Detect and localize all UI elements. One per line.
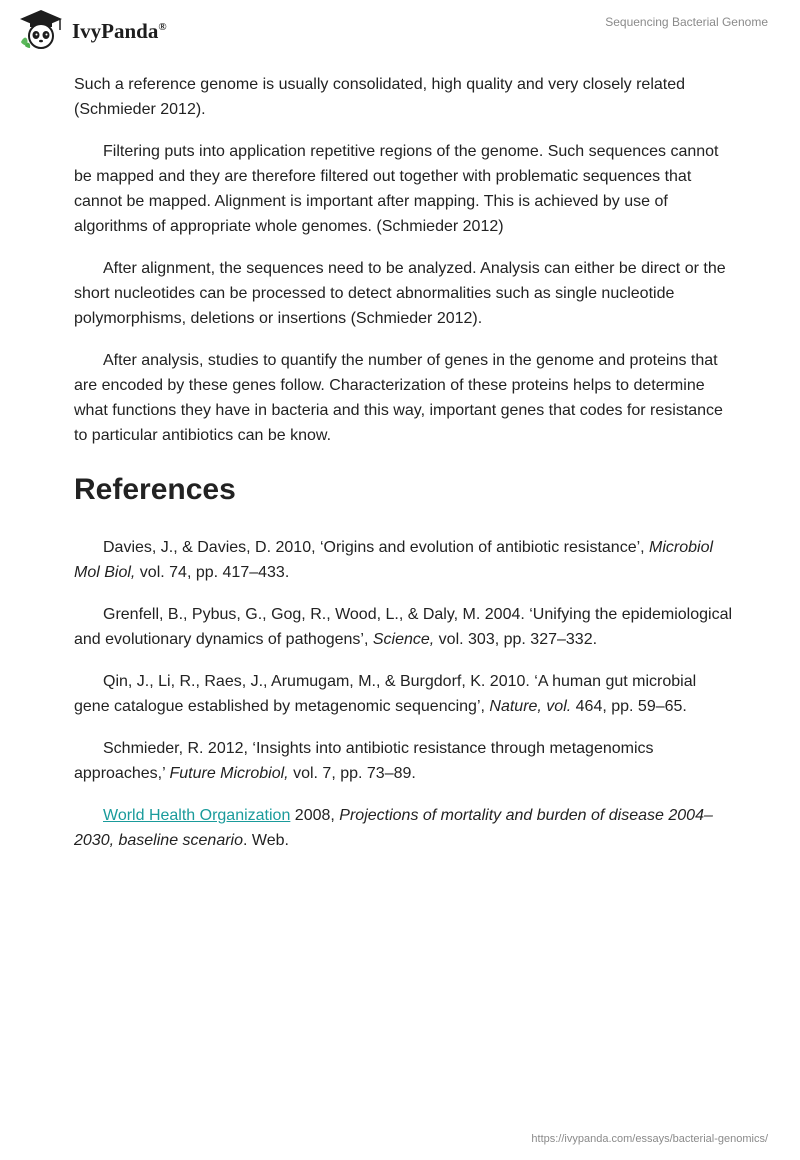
page-header xyxy=(0,0,800,62)
who-link[interactable]: World Health Organization xyxy=(103,807,291,824)
reference-item: Schmieder, R. 2012, ‘Insights into antibiotic resistance through metagenomics approaches,’ Future Microbiol, vol. 7, pp. 73–89. xyxy=(74,740,654,782)
reference-item: World Health Organization 2008, Projections of mortality and burden of disease 2004–2030, baseline scenario. Web. xyxy=(74,807,713,849)
reference-list xyxy=(74,535,734,853)
document-title: Sequencing Bacterial Genome xyxy=(605,15,768,29)
reference-item: Davies, J., & Davies, D. 2010, ‘Origins and evolution of antibiotic resistance’, Microbiol Mol Biol, vol. 74, pp. 417–433. xyxy=(74,539,714,581)
paragraph: After alignment, the sequences need to be analyzed. Analysis can either be direct or the short nucleotides can be processed to detect abnormalities such as single nucleotide polymorphisms, deletions or insertions (Schmieder 2012). xyxy=(74,260,726,327)
panda-graduate-icon xyxy=(16,8,66,50)
paragraph: Such a reference genome is usually consolidated, high quality and very closely related (Schmieder 2012). xyxy=(74,76,686,118)
paragraph: After analysis, studies to quantify the number of genes in the genome and proteins that are encoded by these genes follow. Characterization of these proteins helps to determine what functions they have in bacteria and this way, important genes that codes for resistance to particular antibiotics can be know. xyxy=(74,352,723,444)
ivypanda-logo[interactable] xyxy=(16,8,167,50)
brand-name: IvyPanda® xyxy=(72,18,167,43)
source-url[interactable]: https://ivypanda.com/essays/bacterial-genomics/ xyxy=(531,1133,768,1145)
reference-item: Grenfell, B., Pybus, G., Gog, R., Wood, L., & Daly, M. 2004. ‘Unifying the epidemiological and evolutionary dynamics of pathogens’, Science, vol. 303, pp. 327–332. xyxy=(74,606,733,648)
paragraph: Filtering puts into application repetitive regions of the genome. Such sequences cannot be mapped and they are therefore filtered out together with problematic sequences that cannot be mapped. Alignment is important after mapping. This is achieved by use of algorithms of appropriate whole genomes. (Schmieder 2012) xyxy=(74,143,719,235)
reference-item: Qin, J., Li, R., Raes, J., Arumugam, M., & Burgdorf, K. 2010. ‘A human gut microbial gene catalogue established by metagenomic sequencing’, Nature, vol. 464, pp. 59–65. xyxy=(74,673,697,715)
references-heading: References xyxy=(74,473,236,506)
essay-content xyxy=(74,72,734,870)
